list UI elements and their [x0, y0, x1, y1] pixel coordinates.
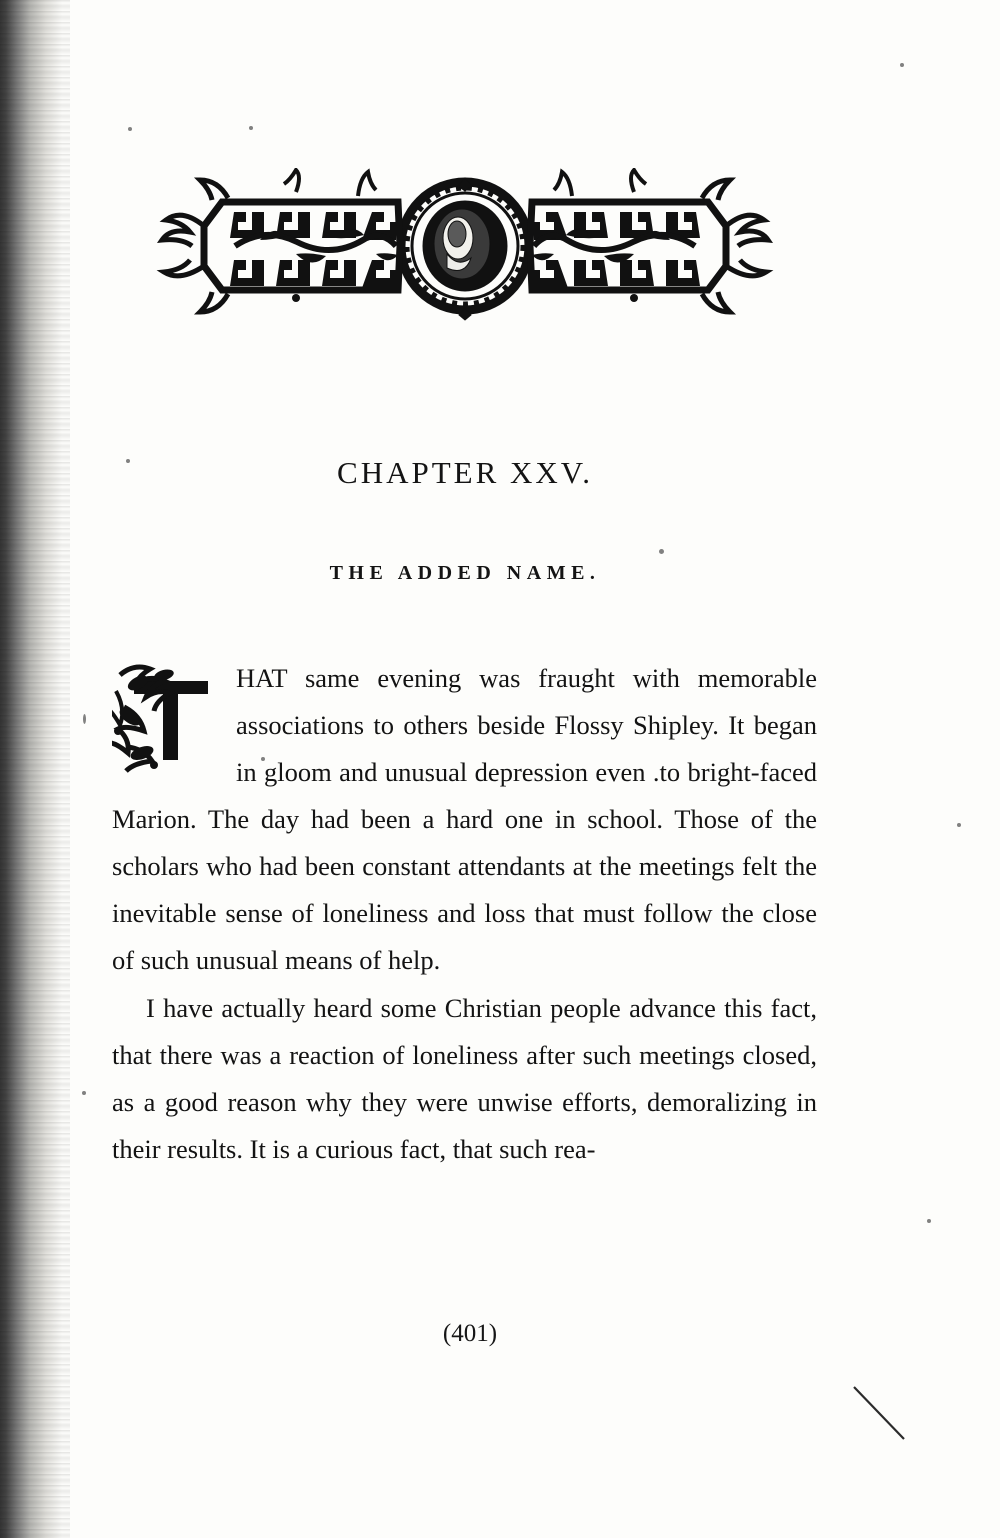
page-number: (401)	[442, 1320, 498, 1347]
body-text-block	[112, 655, 817, 1173]
paragraph-2: I have actually heard some Christian people advance this fact, that there was a reaction of loneliness after such meetings closed, as a good reason why they were unwise efforts, demoralizing in their results. It is a curious fact, that such rea-	[112, 993, 817, 1164]
stray-pencil-mark	[850, 1383, 910, 1443]
floral-medallion-headpiece-ornament	[100, 168, 830, 328]
decorated-drop-cap-T	[112, 661, 232, 773]
chapter-subtitle: THE ADDED NAME.	[329, 562, 601, 584]
chapter-heading: CHAPTER XXV.	[337, 455, 593, 490]
paragraph-1: HAT same evening was fraught with memorable associations to others beside Flossy Shipley. It began in gloom and unusual depression even .to bright-faced Marion. The day had been a hard one in school. Those of the scholars who had been constant attendants at the meetings felt the inevitable sense of loneliness and loss that must follow the close of such unusual means of help.	[112, 663, 817, 975]
